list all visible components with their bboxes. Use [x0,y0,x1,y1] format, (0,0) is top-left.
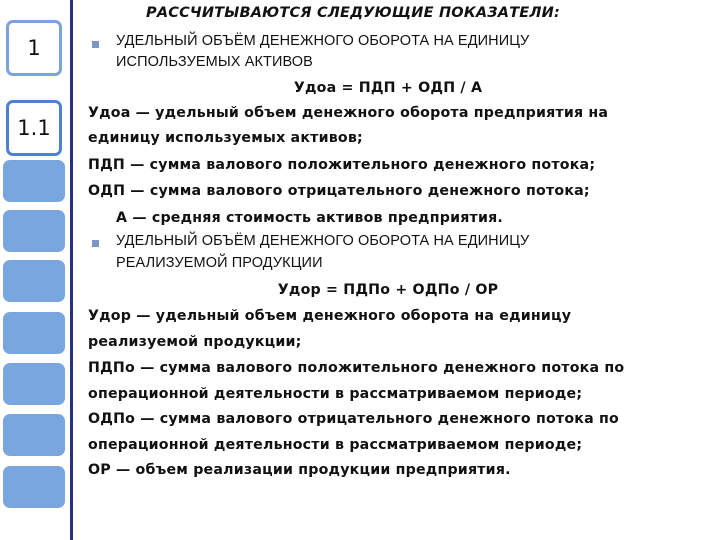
nav-box[interactable] [3,260,65,302]
formula-udor: Удор = ПДПо + ОДПо / ОР [277,282,499,298]
definition-line: ОДП — сумма валового отрицательного денежного потока; [88,183,590,199]
slide-number-1[interactable] [6,20,62,76]
slide-heading: РАССЧИТЫВАЮТСЯ СЛЕДУЮЩИЕ ПОКАЗАТЕЛИ: [146,5,560,21]
nav-box[interactable] [3,363,65,405]
bullet-1-line-1: УДЕЛЬНЫЙ ОБЪЁМ ДЕНЕЖНОГО ОБОРОТА НА ЕДИНИЦУ [116,33,530,49]
slide-sidebar [0,0,72,540]
definition-line: ПДП — сумма валового положительного денежного потока; [88,157,596,173]
nav-box[interactable] [3,160,65,202]
definition-line: реализуемой продукции; [88,334,302,350]
definition-line: ПДПо — сумма валового положительного денежного потока по [88,360,625,376]
definition-line: операционной деятельности в рассматриваемом периоде; [88,437,583,453]
bullet-square-icon [92,240,99,247]
definition-line: А — средняя стоимость активов предприятия. [116,210,503,226]
nav-box[interactable] [3,312,65,354]
definition-line: Удоа — удельный объем денежного оборота предприятия на [88,105,609,121]
definition-line: Удор — удельный объем денежного оборота на единицу [88,308,572,324]
bullet-square-icon [92,41,99,48]
slide-number-label: 1 [27,36,41,60]
definition-line: единицу используемых активов; [88,130,363,146]
nav-box[interactable] [3,414,65,456]
definition-line: операционной деятельности в рассматриваемом периоде; [88,386,583,402]
slide-number-1-1[interactable] [6,100,62,156]
sidebar-divider [70,0,73,540]
bullet-2-line-1: УДЕЛЬНЫЙ ОБЪЁМ ДЕНЕЖНОГО ОБОРОТА НА ЕДИНИЦУ [116,233,530,249]
formula-udoa: Удоа = ПДП + ОДП / А [293,80,483,96]
definition-line: ОДПо — сумма валового отрицательного денежного потока по [88,411,619,427]
slide-number-label: 1.1 [17,116,51,140]
nav-box[interactable] [3,210,65,252]
bullet-2-line-2: РЕАЛИЗУЕМОЙ ПРОДУКЦИИ [116,255,323,271]
nav-box[interactable] [3,466,65,508]
bullet-1-line-2: ИСПОЛЬЗУЕМЫХ АКТИВОВ [116,54,313,70]
definition-line: ОР — объем реализации продукции предприятия. [88,462,511,478]
